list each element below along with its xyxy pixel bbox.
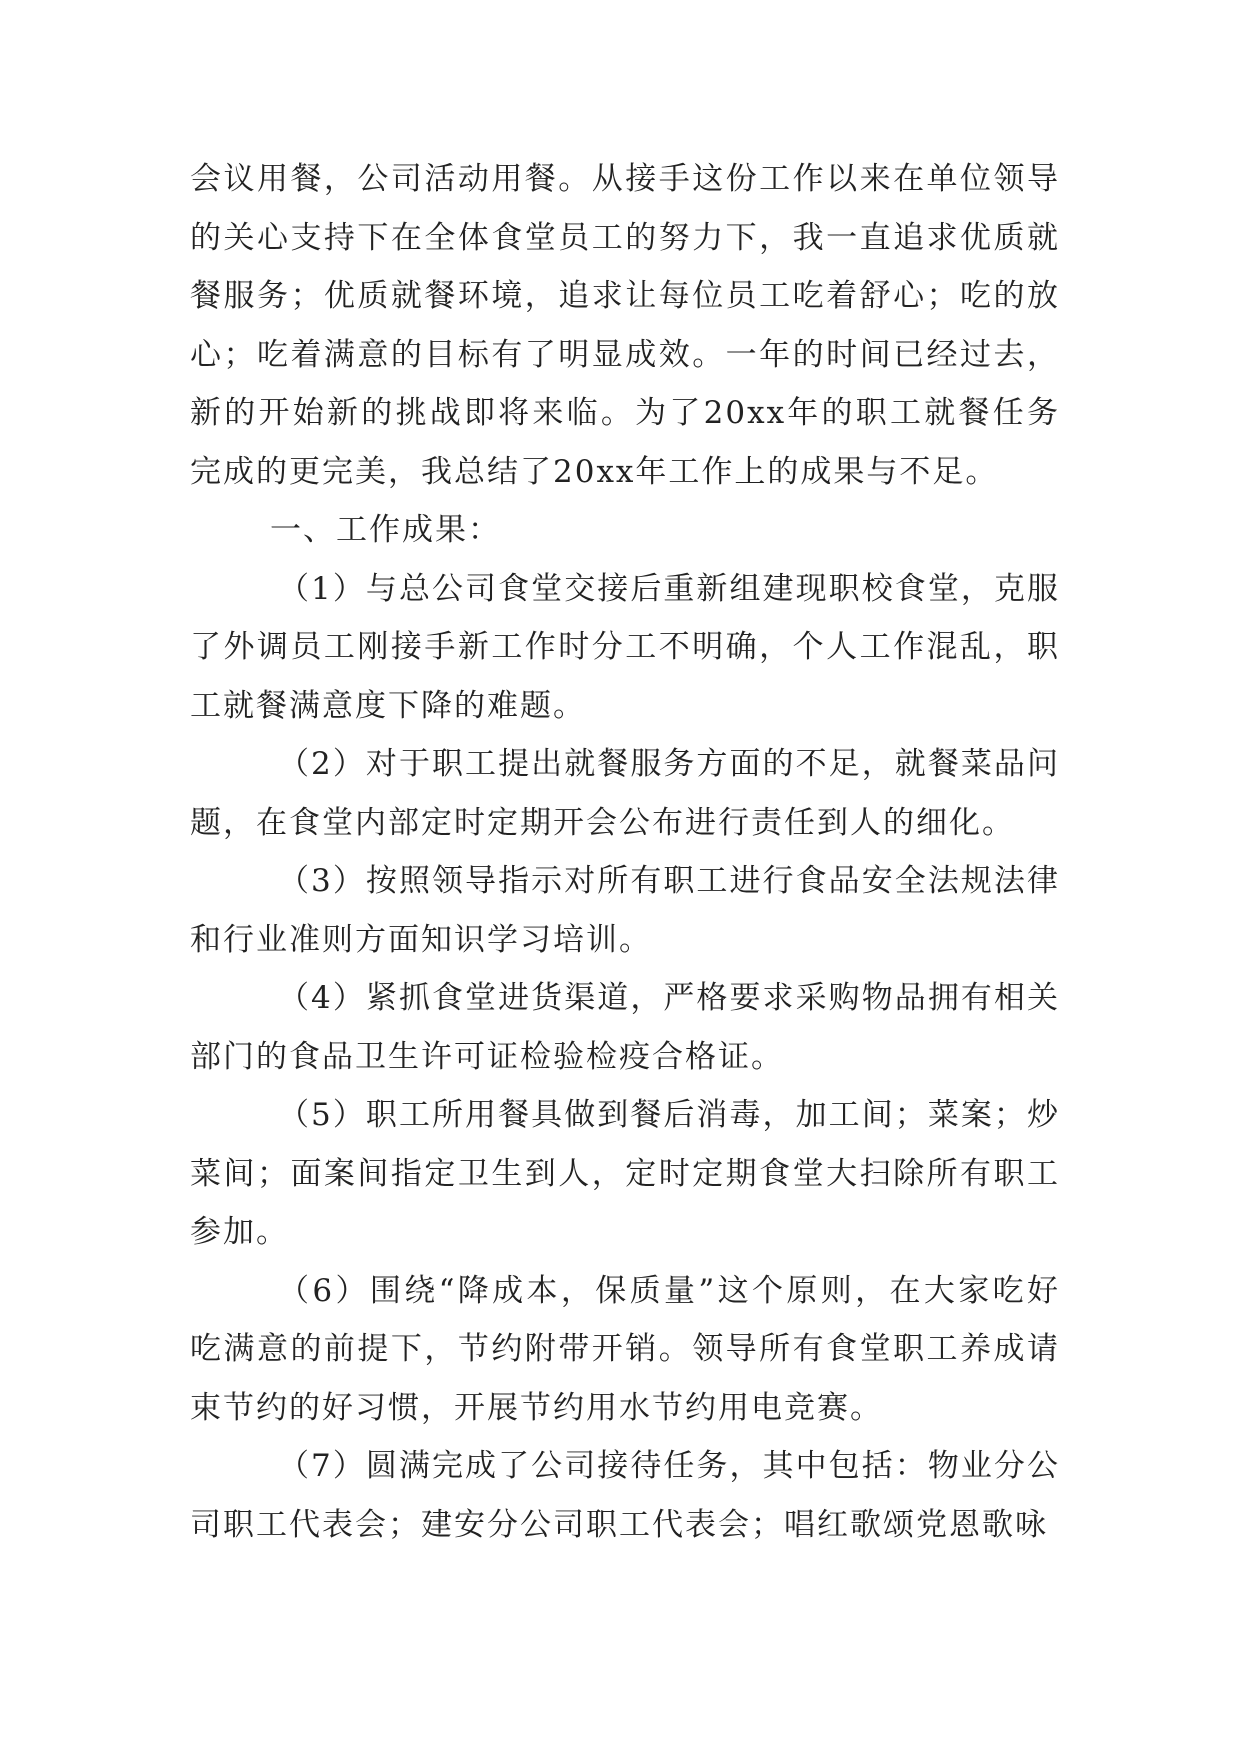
section-heading-work-results: 一、工作成果：: [270, 512, 501, 548]
list-item-3: （3）按照领导指示对所有职工进行食品安全法规法律和行业准则方面知识学习培训。: [190, 863, 1060, 958]
list-item-5: （5）职工所用餐具做到餐后消毒，加工间；菜案；炒菜间；面案间指定卫生到人，定时定期食堂大扫除所有职工参加。: [190, 1097, 1060, 1250]
list-item-2: （2）对于职工提出就餐服务方面的不足，就餐菜品问题，在食堂内部定时定期开会公布进行责任到人的细化。: [190, 746, 1060, 841]
list-item-4: （4）紧抓食堂进货渠道，严格要求采购物品拥有相关部门的食品卫生许可证检验检疫合格证。: [190, 980, 1060, 1075]
list-item-7: （7）圆满完成了公司接待任务，其中包括：物业分公司职工代表会；建安分公司职工代表会；唱红歌颂党恩歌咏: [190, 1448, 1060, 1543]
paragraph-intro: 会议用餐，公司活动用餐。从接手这份工作以来在单位领导的关心支持下在全体食堂员工的努力下，我一直追求优质就餐服务；优质就餐环境，追求让每位员工吃着舒心；吃的放心；吃着满意的目标有了明显成效。一年的时间已经过去，新的开始新的挑战即将来临。为了20xx年的职工就餐任务完成的更完美，我总结了20xx年工作上的成果与不足。: [190, 161, 1060, 490]
list-item-1: （1）与总公司食堂交接后重新组建现职校食堂，克服了外调员工刚接手新工作时分工不明确，个人工作混乱，职工就餐满意度下降的难题。: [190, 570, 1060, 724]
document-body: [190, 150, 1060, 1554]
list-item-6: （6）围绕“降成本，保质量”这个原则，在大家吃好吃满意的前提下，节约附带开销。领导所有食堂职工养成请束节约的好习惯，开展节约用水节约用电竞赛。: [190, 1272, 1060, 1426]
